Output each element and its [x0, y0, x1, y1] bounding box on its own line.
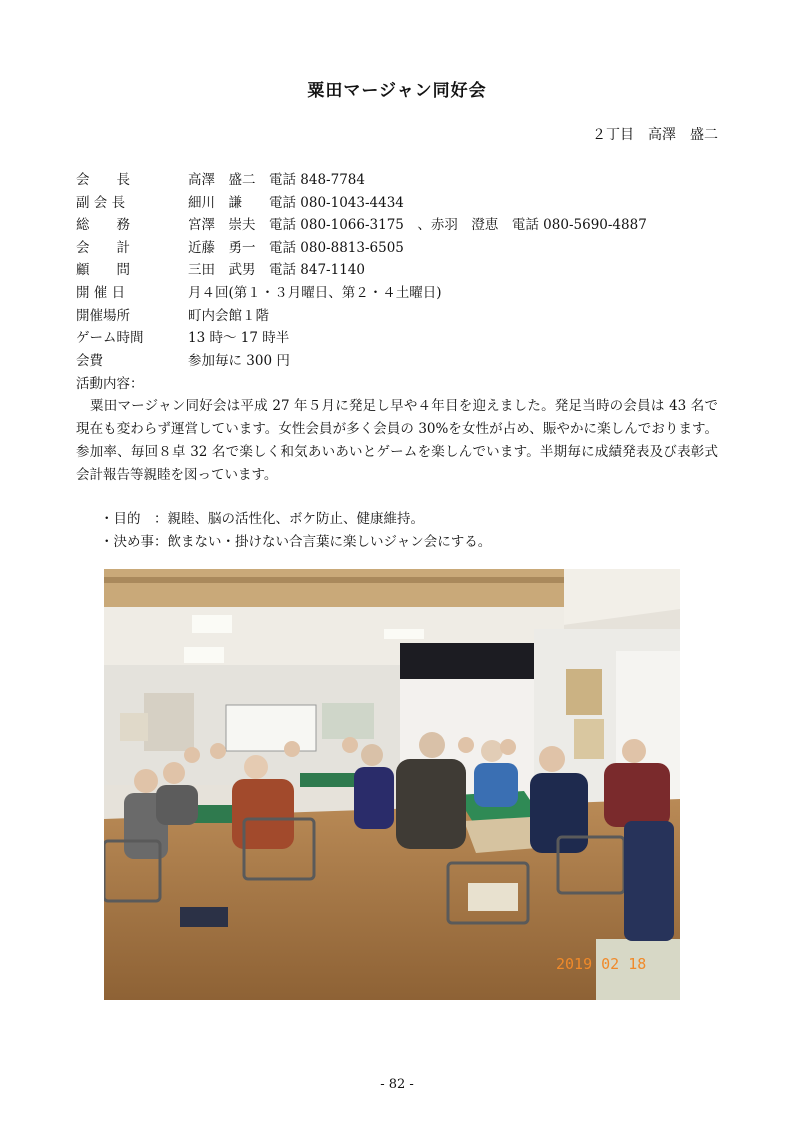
info-label: 副 会 長 — [76, 194, 126, 211]
info-row-venue — [76, 305, 647, 328]
info-value: 月４回(第１・３月曜日、第２・４土曜日) — [188, 284, 442, 301]
info-label: 会 計 — [76, 239, 130, 256]
info-row-vice-president — [76, 192, 647, 215]
info-row-game-time — [76, 327, 647, 350]
info-label: 顧 問 — [76, 262, 130, 279]
page-title: 粟田マージャン同好会 — [307, 81, 487, 101]
info-label: ゲーム時間 — [76, 330, 144, 347]
info-label: 総 務 — [76, 217, 130, 234]
bullet-rules: ・決め事：飲まない・掛けない合言葉に楽しいジャン会にする。 — [100, 534, 492, 550]
photo-date-stamp: 2019 02 18 — [556, 955, 647, 973]
info-value: 13 時～ 17 時半 — [188, 330, 290, 347]
info-row-president — [76, 169, 647, 192]
club-photo-illustration — [104, 569, 680, 1000]
info-value: 細川 謙 電話 080-1043-4434 — [188, 194, 404, 211]
club-photo — [104, 569, 680, 1000]
activity-heading: 活動内容： — [76, 376, 144, 392]
info-value: 町内会館１階 — [188, 307, 269, 324]
info-value: 参加毎に 300 円 — [188, 352, 290, 369]
info-label: 開 催 日 — [76, 284, 126, 301]
author-line: ２丁目 高澤 盛二 — [592, 127, 718, 143]
info-row-meeting-days — [76, 282, 647, 305]
info-value: 近藤 勇一 電話 080-8813-6505 — [188, 239, 404, 256]
info-label: 会費 — [76, 352, 103, 369]
info-row-treasurer — [76, 237, 647, 260]
info-value: 高澤 盛二 電話 848-7784 — [188, 172, 365, 188]
bullet-purpose: ・目的 ：親睦、脳の活性化、ボケ防止、健康維持。 — [100, 511, 424, 527]
info-row-advisor — [76, 259, 647, 282]
officer-info-list — [76, 169, 647, 372]
page-number: - 82 - — [380, 1077, 414, 1092]
info-row-fee — [76, 350, 647, 373]
info-row-general-affairs — [76, 214, 647, 237]
info-label: 会 長 — [76, 172, 130, 188]
info-label: 開催場所 — [76, 307, 130, 324]
activity-paragraph: 粟田マージャン同好会は平成 27 年５月に発足し早や４年目を迎えました。発足当時の会員は 43 名で現在も変わらず運営しています。女性会員が多く会員の 30%を女性が占め、賑やかに楽しんでおります。参加率、毎回８卓 32 名で楽しく和気あいあいとゲームを楽しんでいます。半期毎に成績発表及び表彰式会計報告等親睦を図っています。 — [76, 398, 718, 483]
bullet-list — [100, 508, 491, 554]
info-value: 宮澤 崇夫 電話 080-1066-3175 、赤羽 澄恵 電話 080-5690-4887 — [188, 217, 647, 234]
info-value: 三田 武男 電話 847-1140 — [188, 262, 365, 279]
